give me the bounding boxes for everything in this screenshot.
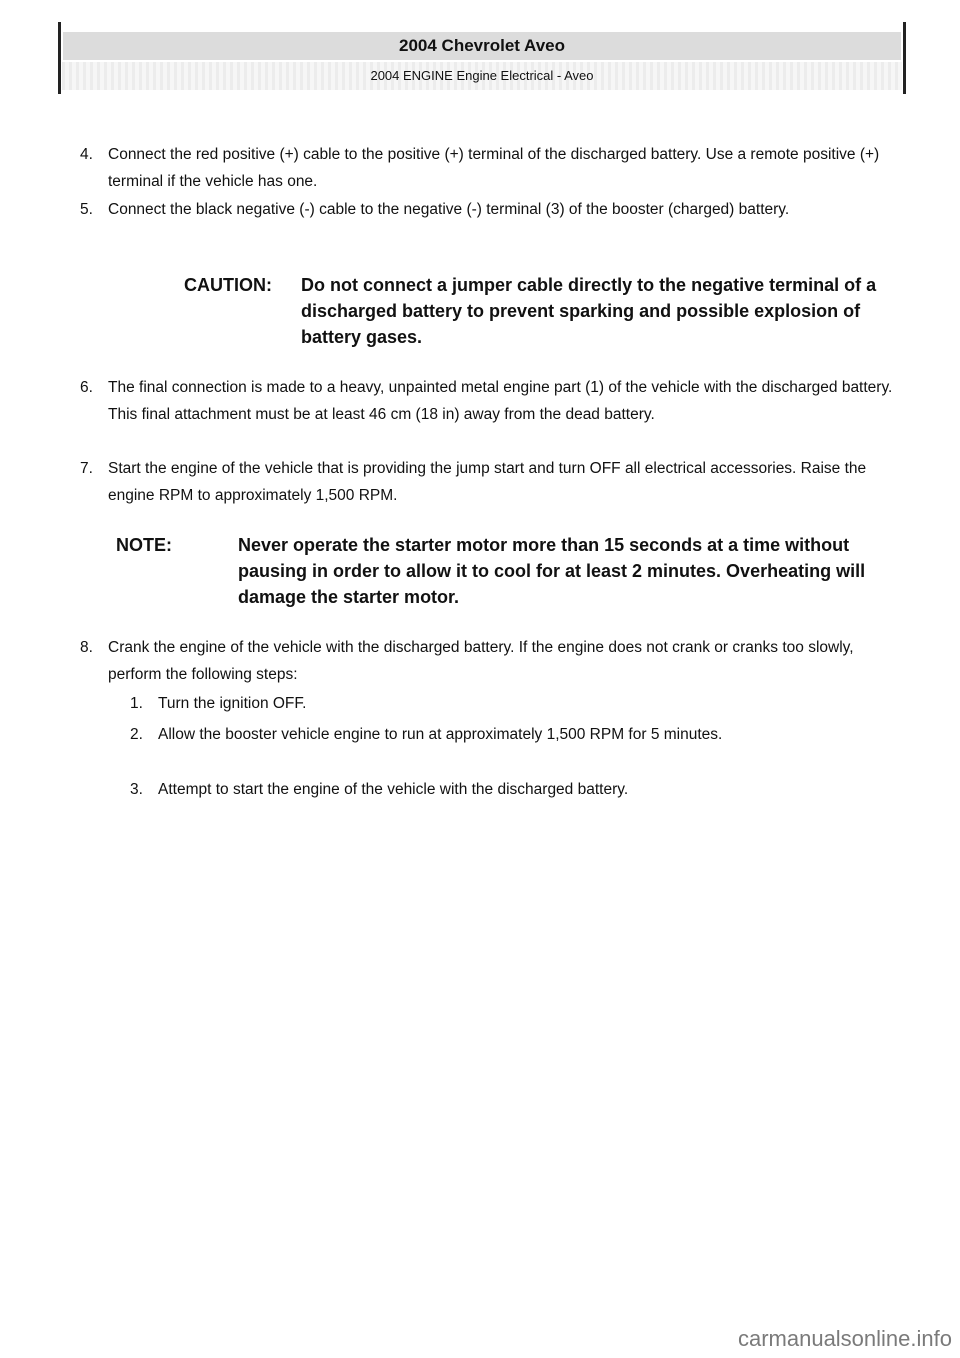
substep-2 xyxy=(130,721,850,748)
substep-number: 1. xyxy=(130,695,143,712)
step-text: Crank the engine of the vehicle with the discharged battery. If the engine does not crank or cranks too slowly, perform the following steps: xyxy=(108,639,854,683)
substep-text: Turn the ignition OFF. xyxy=(158,695,307,712)
note-text: Never operate the starter motor more than 15 seconds at a time without pausing in order to allow it to cool for at least 2 minutes. Overheating will damage the starter motor. xyxy=(238,535,866,607)
step-number: 6. xyxy=(80,379,93,396)
step-text: Start the engine of the vehicle that is providing the jump start and turn OFF all electrical accessories. Raise the engine RPM to approximately 1,500 RPM. xyxy=(108,460,867,504)
substep-number: 2. xyxy=(130,726,143,743)
step-text: Connect the black negative (-) cable to the negative (-) terminal (3) of the booster (charged) battery. xyxy=(108,201,790,218)
caution-text: Do not connect a jumper cable directly to the negative terminal of a discharged battery to prevent sparking and possible explosion of battery gases. xyxy=(301,275,877,347)
substep-1 xyxy=(130,690,850,717)
step-number: 4. xyxy=(80,146,93,163)
step-7 xyxy=(80,455,895,509)
step-text: The final connection is made to a heavy, unpainted metal engine part (1) of the vehicle with the discharged battery. This final attachment must be at least 46 cm (18 in) away from the dead battery. xyxy=(108,379,893,423)
note-label: NOTE: xyxy=(116,535,172,555)
step-number: 5. xyxy=(80,201,93,218)
substep-number: 3. xyxy=(130,781,143,798)
step-5 xyxy=(80,196,895,223)
caution-callout xyxy=(184,272,884,350)
caution-label: CAUTION: xyxy=(184,275,272,295)
document-title: 2004 Chevrolet Aveo xyxy=(63,32,901,60)
step-text: Connect the red positive (+) cable to the positive (+) terminal of the discharged battery. Use a remote positive (+) terminal if the vehicle has one. xyxy=(108,146,880,190)
step-number: 8. xyxy=(80,639,93,656)
step-4 xyxy=(80,141,895,195)
note-callout xyxy=(116,532,896,610)
step-8 xyxy=(80,634,895,688)
step-number: 7. xyxy=(80,460,93,477)
substep-text: Attempt to start the engine of the vehicle with the discharged battery. xyxy=(158,781,629,798)
substep-text: Allow the booster vehicle engine to run at approximately 1,500 RPM for 5 minutes. xyxy=(158,726,723,743)
watermark-footer: carmanualsonline.info xyxy=(737,1326,952,1351)
substep-3 xyxy=(130,776,850,803)
step-6 xyxy=(80,374,895,428)
document-subtitle: 2004 ENGINE Engine Electrical - Aveo xyxy=(62,62,902,90)
